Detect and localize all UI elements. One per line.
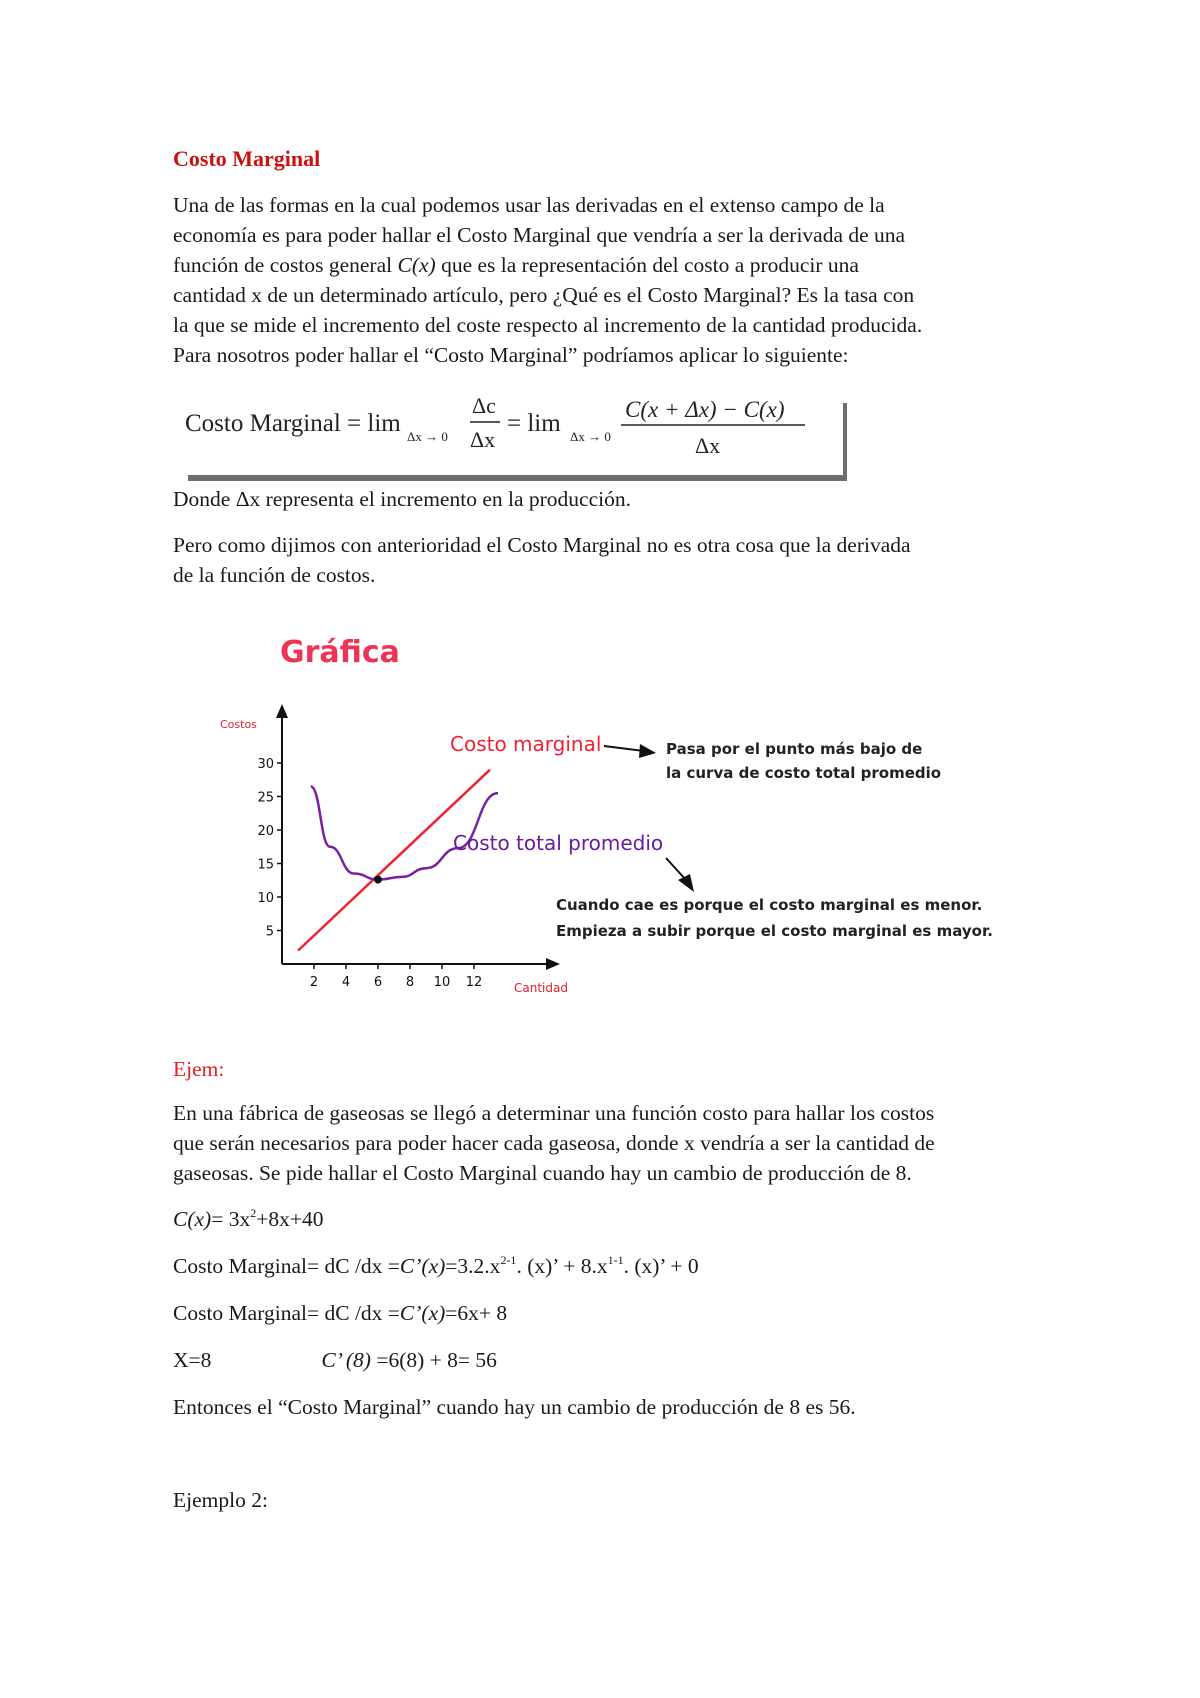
annotation-1-line2: la curva de costo total promedio xyxy=(666,764,942,782)
pero-line: Pero como dijimos con anterioridad el Costo Marginal no es otra cosa que la derivada xyxy=(173,533,911,557)
legend-costo-total-promedio: Costo total promedio xyxy=(453,831,664,855)
intro-paragraph xyxy=(173,190,1053,370)
x-axis-arrow xyxy=(546,958,560,970)
equation-3: Costo Marginal= dC /dx =C’(x)=6x+ 8 xyxy=(173,1301,508,1325)
formula-frac1-num: Δc xyxy=(472,395,496,418)
intro-line: la que se mide el incremento del coste respecto al incremento de la cantidad producida. xyxy=(173,313,923,337)
formula-frac1-den: Δx xyxy=(470,427,496,452)
equation-1: $C(x)= 3x^2+8x+40$ xyxy=(173,1206,324,1231)
ejem-line: que serán necesarios para poder hacer cada gaseosa, donde x vendría a ser la cantidad de xyxy=(173,1131,935,1155)
x-axis-label: Cantidad xyxy=(514,981,568,995)
legend-costo-marginal: Costo marginal xyxy=(450,732,602,756)
y-tick-label: 10 xyxy=(257,891,274,906)
pero-line: de la función de costos. xyxy=(173,563,376,587)
ejem-line: En una fábrica de gaseosas se llegó a determinar una función costo para hallar los costos xyxy=(173,1101,935,1125)
intro-line: cantidad x de un determinado artículo, pero ¿Qué es el Costo Marginal? Es la tasa con xyxy=(173,283,915,307)
costo-marginal-line xyxy=(298,770,490,951)
formula-sub2: Δx → 0 xyxy=(570,429,611,444)
ejem-paragraph xyxy=(173,1098,1053,1188)
annotation-arrow-1 xyxy=(604,746,644,751)
formula-mid: = lim xyxy=(507,410,561,437)
annotation-arrow-2 xyxy=(666,858,686,880)
x-tick-label: 12 xyxy=(465,975,483,990)
y-tick-label: 20 xyxy=(257,824,274,839)
formula-lhs: Costo Marginal = lim xyxy=(185,410,401,437)
annotation-2-line1: Cuando cae es porque el costo marginal es menor. xyxy=(556,896,983,914)
intro-line: economía es para poder hallar el Costo Marginal que vendría a ser la derivada de una xyxy=(173,223,906,247)
cost-chart xyxy=(210,618,1010,998)
x-tick-label: 4 xyxy=(341,975,351,990)
ejem-label: Ejem: xyxy=(173,1057,225,1081)
y-tick-label: 15 xyxy=(257,857,274,873)
section-heading: Costo Marginal xyxy=(173,146,321,171)
formula-sub1: Δx → 0 xyxy=(407,429,448,444)
marginal-cost-formula xyxy=(185,395,825,465)
intersection-point xyxy=(374,876,382,884)
x-tick-label: 10 xyxy=(433,975,451,990)
intro-line: Una de las formas en la cual podemos usar las derivadas en el extenso campo de la xyxy=(173,193,885,217)
equation-2: Costo Marginal= dC $/dx =C’(x)=3.2.x^{2-1}$. (x)’ + $8.x^{1-1}$. (x)’ + 0 xyxy=(173,1253,699,1278)
conclusion: Entonces el “Costo Marginal” cuando hay un cambio de producción de 8 es 56. xyxy=(173,1395,856,1419)
x-tick-label: 6 xyxy=(373,975,383,990)
y-tick-label: 5 xyxy=(265,924,274,940)
y-axis-arrow xyxy=(276,704,288,718)
x-tick-label: 2 xyxy=(309,975,319,990)
intro-line: función de costos general C(x) que es la representación del costo a producir una xyxy=(173,253,859,277)
y-axis-label: Costos xyxy=(220,718,257,731)
formula-frac2-den: Δx xyxy=(695,433,721,458)
chart-title: Gráfica xyxy=(280,635,400,670)
ejem-line: gaseosas. Se pide hallar el Costo Marginal cuando hay un cambio de producción de 8. xyxy=(173,1161,912,1185)
equation-4: X=8 C’ (8) =6(8) + 8= 56 xyxy=(173,1348,497,1372)
y-tick-label: 25 xyxy=(257,790,274,806)
intro-line: Para nosotros poder hallar el “Costo Marginal” podríamos aplicar lo siguiente: xyxy=(173,343,849,367)
annotation-2-line2: Empieza a subir porque el costo marginal es mayor. xyxy=(556,922,993,940)
pero-paragraph xyxy=(173,530,1053,590)
x-tick-label: 8 xyxy=(405,975,415,990)
formula-frac2-num: C(x + Δx) − C(x) xyxy=(625,397,785,422)
donde-line: Donde Δx representa el incremento en la producción. xyxy=(173,487,631,511)
y-tick-label: 30 xyxy=(257,757,274,772)
annotation-1-line1: Pasa por el punto más bajo de xyxy=(666,740,923,758)
ejemplo-2-label: Ejemplo 2: xyxy=(173,1488,268,1512)
